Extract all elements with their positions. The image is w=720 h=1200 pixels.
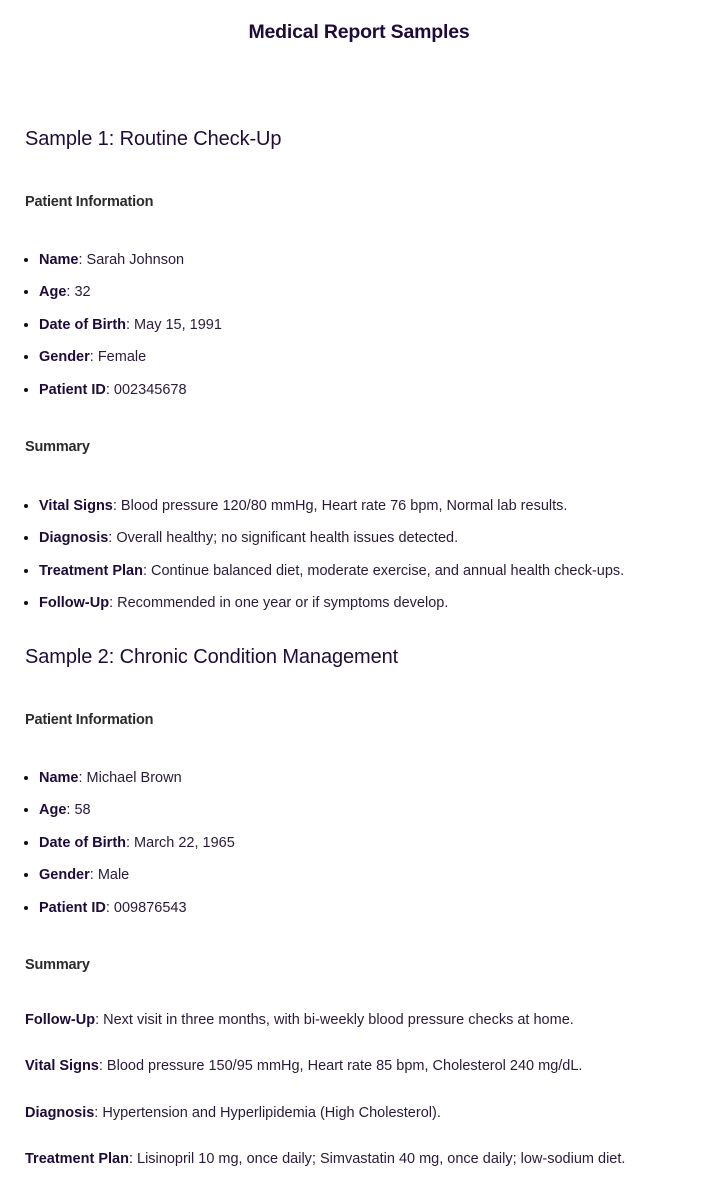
list-item: • Age: 58	[39, 794, 235, 826]
document-title: Medical Report Samples	[248, 21, 470, 43]
list-item: • Gender: Female	[39, 341, 222, 373]
list-item: • Gender: Male	[39, 859, 235, 891]
list-item: • Patient ID: 002345678	[39, 374, 222, 406]
sample-2-follow-up: Follow-Up: Next visit in three months, with bi-weekly blood pressure checks at home.	[25, 1012, 574, 1028]
list-item: • Date of Birth: March 22, 1965	[39, 827, 235, 859]
list-item: • Diagnosis: Overall healthy; no significant health issues detected.	[39, 522, 624, 554]
sample-2-heading: Sample 2: Chronic Condition Management	[25, 646, 399, 668]
sample-1-summary-heading: Summary	[25, 439, 90, 455]
sample-1-patient-info-heading: Patient Information	[25, 194, 154, 210]
sample-2-patient-info-heading: Patient Information	[25, 712, 154, 728]
list-item: • Vital Signs: Blood pressure 120/80 mmHg, Heart rate 76 bpm, Normal lab results.	[39, 490, 624, 522]
list-item: • Age: 32	[39, 276, 222, 308]
list-item: • Name: Michael Brown	[39, 762, 235, 794]
list-item: • Patient ID: 009876543	[39, 892, 235, 924]
sample-2-diagnosis: Diagnosis: Hypertension and Hyperlipidemia (High Cholesterol).	[25, 1105, 441, 1121]
sample-2-treatment-plan: Treatment Plan: Lisinopril 10 mg, once daily; Simvastatin 40 mg, once daily; low-sodium diet.	[25, 1151, 626, 1167]
sample-2-vital-signs: Vital Signs: Blood pressure 150/95 mmHg, Heart rate 85 bpm, Cholesterol 240 mg/dL.	[25, 1058, 583, 1074]
list-item: • Follow-Up: Recommended in one year or if symptoms develop.	[39, 587, 624, 619]
sample-2-patient-info-list	[0, 762, 235, 924]
sample-1-summary-list	[0, 490, 624, 620]
sample-1-patient-info-list	[0, 244, 222, 406]
list-item: • Treatment Plan: Continue balanced diet, moderate exercise, and annual health check-ups.	[39, 555, 624, 587]
list-item: • Date of Birth: May 15, 1991	[39, 309, 222, 341]
sample-2-summary-heading: Summary	[25, 957, 90, 973]
list-item: • Name: Sarah Johnson	[39, 244, 222, 276]
sample-1-heading: Sample 1: Routine Check-Up	[25, 128, 282, 150]
